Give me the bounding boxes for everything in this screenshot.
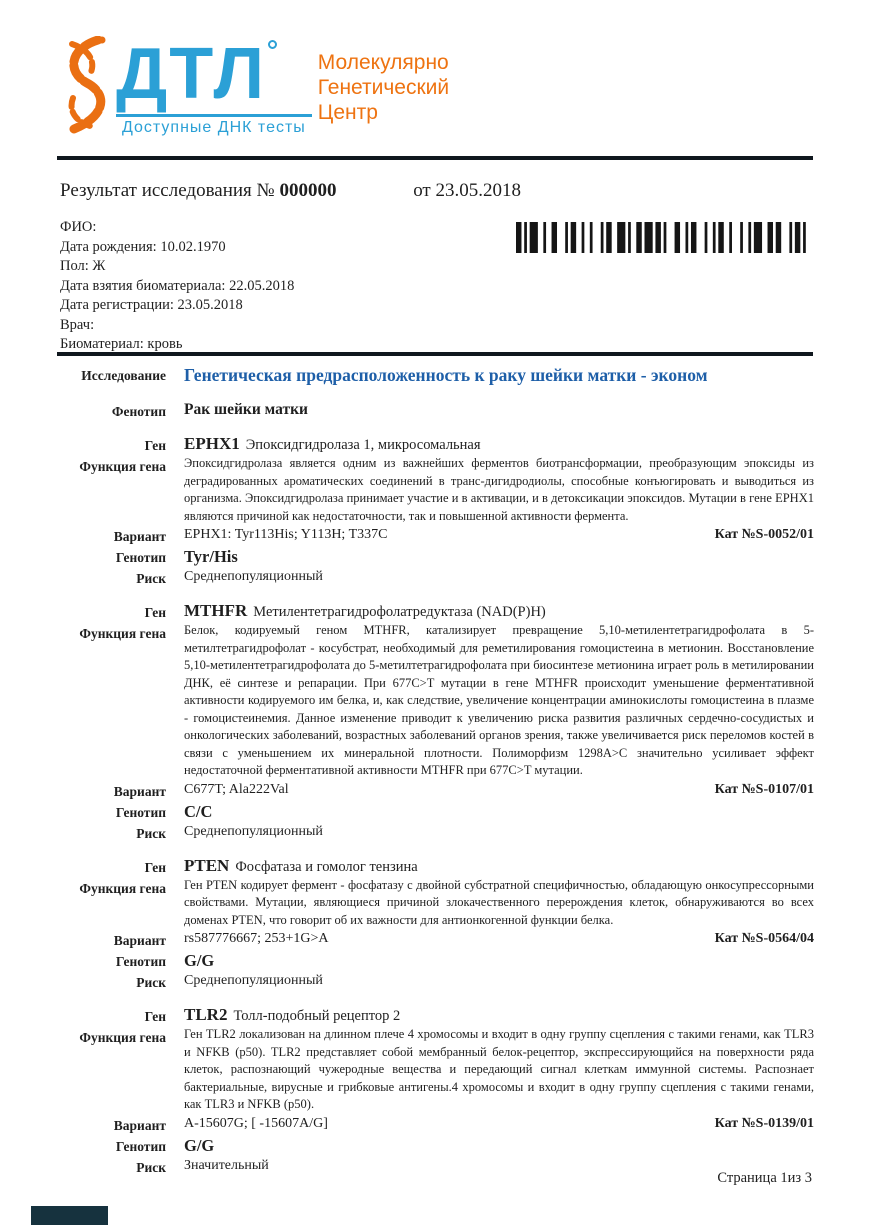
- patient-line-registration-date: Дата регистрации: 23.05.2018: [60, 297, 243, 313]
- risk-label: Риск: [136, 825, 166, 841]
- genotype-label: Генотип: [115, 1138, 166, 1154]
- study-row: [58, 364, 814, 386]
- risk-value: Среднепопуляционный: [184, 569, 323, 584]
- gene-function-text: Ген TLR2 локализован на длинном плече 4 хромосомы и входит в одну группу сцепления с такими генами, как TLR3 и NFKB (p50). TLR2 представляет собой мембранный белок-рецептор, экспрессирующийся на поверхности ряда клеток, распознающий чужеродные вещества и передающий сигнал клеткам иммунной системы. Распознает бактериальные, вирусные и грибковые антигены.4 хромосомы и входит в одну группу сцепления с такими генами, как TLR3 и NFKB (p50).: [184, 1027, 814, 1111]
- phenotype-label: Фенотип: [111, 404, 166, 419]
- gene-heading: [184, 434, 814, 455]
- tagline-line: Центр: [317, 101, 378, 124]
- gene-function-text: Ген PTEN кодирует фермент - фосфатазу с двойной субстратной специфичностью, обладающую онкосупрессорными свойствами. Мутации, являющиеся причиной злокачественного перерождения клеток, обнаруживаются во всех доменах PTEN, что говорит об их важности для антионкогенной функции белка.: [184, 877, 814, 927]
- patient-line-sex: Пол: Ж: [60, 258, 106, 274]
- variant-row: [184, 929, 814, 950]
- gene-heading: [184, 1005, 814, 1026]
- page-footer: Страница 1из 3: [717, 1170, 812, 1186]
- gene-function-text: Белок, кодируемый геном MTHFR, катализирует превращение 5,10-метилентетрагидрофолата в 5-метилтетрагидрофолат - косубстрат, необходимый для реметилирования гомоцистеина в метионин. Восстановление 5,10-метилентетрагидрофолата до 5-метилтетрагидрофолата при биосинтезе метионина играет роль в метилировании ДНК, её синтезе и репарации. При 677C>T мутации в гене MTHFR происходит уменьшение ферментативной активности кодируемого им белка, и, как следствие, увеличение концентрации аминокислоты гомоцистеина в плазме - гомоцистеинемия. Данное изменение приводит к увеличению риска развития различных сердечно-сосудистых и онкологических заболеваний, возрастных заболеваний органов зрения, также увеличивается риск переломов костей в связи с уменьшением их минеральной плотности. Полиморфизм 1298A>C значительно усиливает эффект недостаточной ферментативной активности MTHFR при 677C>T мутации.: [184, 623, 814, 777]
- variant-label: Вариант: [113, 933, 166, 948]
- genotype-value: Tyr/His: [184, 547, 238, 566]
- gene-function-label: Функция гена: [79, 880, 166, 896]
- patient-line-biomaterial: Биоматериал: кровь: [60, 336, 183, 352]
- patient-line-doctor: Врач:: [60, 316, 95, 333]
- risk-label: Риск: [136, 1159, 166, 1175]
- report-title: [60, 180, 521, 202]
- phenotype-row: [58, 400, 814, 421]
- report-number: 000000: [279, 180, 337, 201]
- logo: [58, 36, 449, 138]
- gene-title: Фосфатаза и гомолог тензина: [235, 858, 418, 875]
- gene-heading: [184, 856, 814, 877]
- gene-block-mthfr: [58, 601, 814, 843]
- variant-value: EPHX1: Tyr113His; Y113H; T337C: [184, 527, 388, 542]
- catalog-number: Кат №S-0139/01: [714, 1115, 814, 1131]
- variant-label: Вариант: [113, 529, 166, 544]
- gene-function-label: Функция гена: [79, 459, 166, 474]
- study-label: Исследование: [81, 368, 166, 383]
- top-divider: [57, 156, 813, 160]
- tagline-line: Генетический: [317, 76, 450, 99]
- patient-line-sample-date: Дата взятия биоматериала: 22.05.2018: [60, 277, 295, 294]
- patient-line-fio: ФИО:: [60, 219, 97, 235]
- genotype-value: G/G: [184, 951, 215, 970]
- genotype-value: G/G: [184, 1135, 215, 1155]
- gene-title: Толл-подобный рецептор 2: [233, 1008, 401, 1024]
- variant-row: [184, 525, 814, 546]
- genotype-label: Генотип: [115, 954, 166, 969]
- gene-block-tlr2: [58, 1005, 814, 1177]
- catalog-number: Кат №S-0107/01: [714, 781, 814, 797]
- variant-row: [184, 1114, 814, 1135]
- catalog-number: Кат №S-0564/04: [714, 931, 814, 946]
- catalog-number: Кат №S-0052/01: [714, 527, 814, 542]
- patient-info: [60, 218, 294, 355]
- results-section: [58, 364, 814, 1177]
- logo-subtitle: Доступные ДНК тесты: [116, 114, 312, 137]
- gene-heading: [184, 601, 814, 622]
- risk-value: Среднепопуляционный: [184, 823, 323, 839]
- variant-value: rs587776667; 253+1G>A: [184, 931, 329, 946]
- dna-helix-icon: [58, 36, 110, 138]
- gene-function-label: Функция гена: [79, 1030, 166, 1045]
- gene-label: Ген: [144, 438, 166, 453]
- logo-tagline: [318, 50, 449, 125]
- gene-title: Эпоксидгидролаза 1, микросомальная: [245, 437, 481, 453]
- variant-label: Вариант: [113, 783, 166, 799]
- variant-row: [184, 780, 814, 801]
- genotype-label: Генотип: [115, 804, 166, 820]
- risk-value: Среднепопуляционный: [184, 973, 323, 988]
- gene-name: EPHX1: [184, 434, 240, 453]
- variant-value: A-15607G; [ -15607A/G]: [184, 1115, 328, 1131]
- gene-label: Ген: [144, 605, 166, 620]
- brand-text: [116, 36, 312, 112]
- phenotype-value: Рак шейки матки: [184, 401, 308, 418]
- study-title: Генетическая предрасположенность к раку шейки матки - эконом: [184, 365, 708, 385]
- report-date: от 23.05.2018: [413, 180, 521, 201]
- gene-function-label: Функция гена: [79, 626, 166, 641]
- genotype-label: Генотип: [115, 550, 166, 565]
- gene-name: TLR2: [184, 1005, 228, 1024]
- patient-line-birthdate: Дата рождения: 10.02.1970: [60, 238, 226, 255]
- gene-name: PTEN: [184, 855, 230, 875]
- brand-letters: ДТЛ: [116, 34, 266, 114]
- scan-artifact-bar: [31, 1206, 108, 1225]
- report-title-text: Результат исследования №: [60, 180, 275, 201]
- registered-mark-icon: [268, 40, 277, 49]
- risk-value: Значительный: [184, 1157, 269, 1173]
- gene-name: MTHFR: [184, 601, 248, 620]
- risk-label: Риск: [136, 571, 166, 586]
- genotype-value: C/C: [184, 801, 213, 821]
- barcode: [516, 222, 814, 253]
- risk-label: Риск: [136, 975, 166, 990]
- tagline-line: Молекулярно: [317, 51, 449, 74]
- section-divider: [57, 352, 813, 356]
- gene-block-pten: [58, 856, 814, 993]
- gene-label: Ген: [144, 859, 166, 875]
- gene-function-text: Эпоксидгидролаза является одним из важнейших ферментов биотрансформации, преобразующим эпоксиды из деградированных ароматических соединений в транс-дигидродиолы, способные конъюгировать и выводиться из организма. Эпоксидгидролаза принимает участие и в активации, и в детоксикации эпоксидов. Мутации в гене EPHX1 являются причиной как недостаточности, так и повышенной активности фермента.: [184, 456, 814, 523]
- gene-title: Метилентетрагидрофолатредуктаза (NAD(P)H): [253, 604, 546, 620]
- variant-label: Вариант: [113, 1117, 166, 1133]
- gene-block-ephx1: [58, 434, 814, 588]
- variant-value: C677T; Ala222Val: [184, 781, 289, 797]
- gene-label: Ген: [144, 1009, 166, 1024]
